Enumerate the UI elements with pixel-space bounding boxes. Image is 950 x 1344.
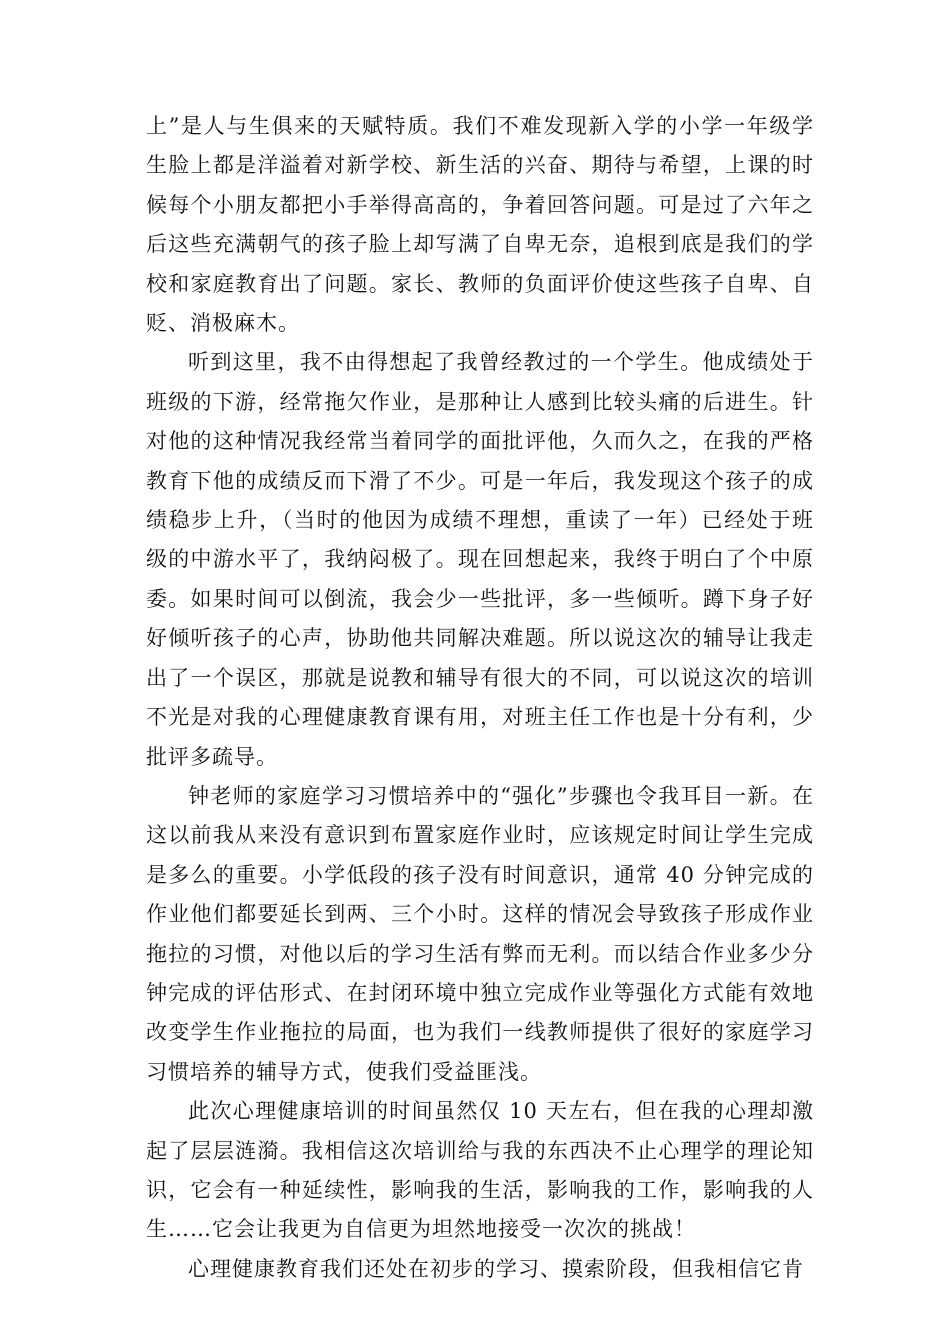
paragraph-homework-habit: 钟老师的家庭学习习惯培养中的“强化”步骤也令我耳目一新。在这以前我从来没有意识到布置家庭作业时，应该规定时间让学生完成是多么的重要。小学低段的孩子没有时间意识，通常 40 分钟完成的作业他们都要延长到两、三个小时。这样的情况会导致孩子形成作业拖拉的习惯，对他以后的学习生活有弊而无利。而以结合作业多少分钟完成的评估形式、在封闭环境中独立完成作业等强化方式能有效地改变学生作业拖拉的局面，也为我们一线教师提供了很好的家庭学习习惯培养的辅导方式，使我们受益匪浅。 <box>146 783 814 1084</box>
paragraph-student-story: 听到这里，我不由得想起了我曾经教过的一个学生。他成绩处于班级的下游，经常拖欠作业，是那种让人感到比较头痛的后进生。针对他的这种情况我经常当着同学的面批评他，久而久之，在我的严格教育下他的成绩反而下滑了不少。可是一年后，我发现这个孩子的成绩稳步上升，（当时的他因为成绩不理想，重读了一年）已经处于班级的中游水平了，我纳闷极了。现在回想起来，我终于明白了个中原委。如果时间可以倒流，我会少一些批评，多一些倾听。蹲下身子好好倾听孩子的心声，协助他共同解决难题。所以说这次的辅导让我走出了一个误区，那就是说教和辅导有很大的不同，可以说这次的培训不光是对我的心理健康教育课有用，对班主任工作也是十分有利，少批评多疏导。 <box>146 350 814 769</box>
paragraph-closing: 心理健康教育我们还处在初步的学习、摸索阶段，但我相信它肯 <box>188 1256 804 1281</box>
paragraph-continuation: 上”是人与生俱来的天赋特质。我们不难发现新入学的小学一年级学生脸上都是洋溢着对新学校、新生活的兴奋、期待与希望，上课的时候每个小朋友都把小手举得高高的，争着回答问题。可是过了六年之后这些充满朝气的孩子脸上却写满了自卑无奈，追根到底是我们的学校和家庭教育出了问题。家长、教师的负面评价使这些孩子自卑、自贬、消极麻木。 <box>146 114 814 336</box>
paragraph-training-reflection: 此次心理健康培训的时间虽然仅 10 天左右，但在我的心理却激起了层层涟漪。我相信这次培训给与我的东西决不止心理学的理论知识，它会有一种延续性，影响我的生活，影响我的工作，影响我的人生……它会让我更为自信更为坦然地接受一次次的挑战！ <box>146 1099 814 1242</box>
document-body <box>146 107 814 1289</box>
